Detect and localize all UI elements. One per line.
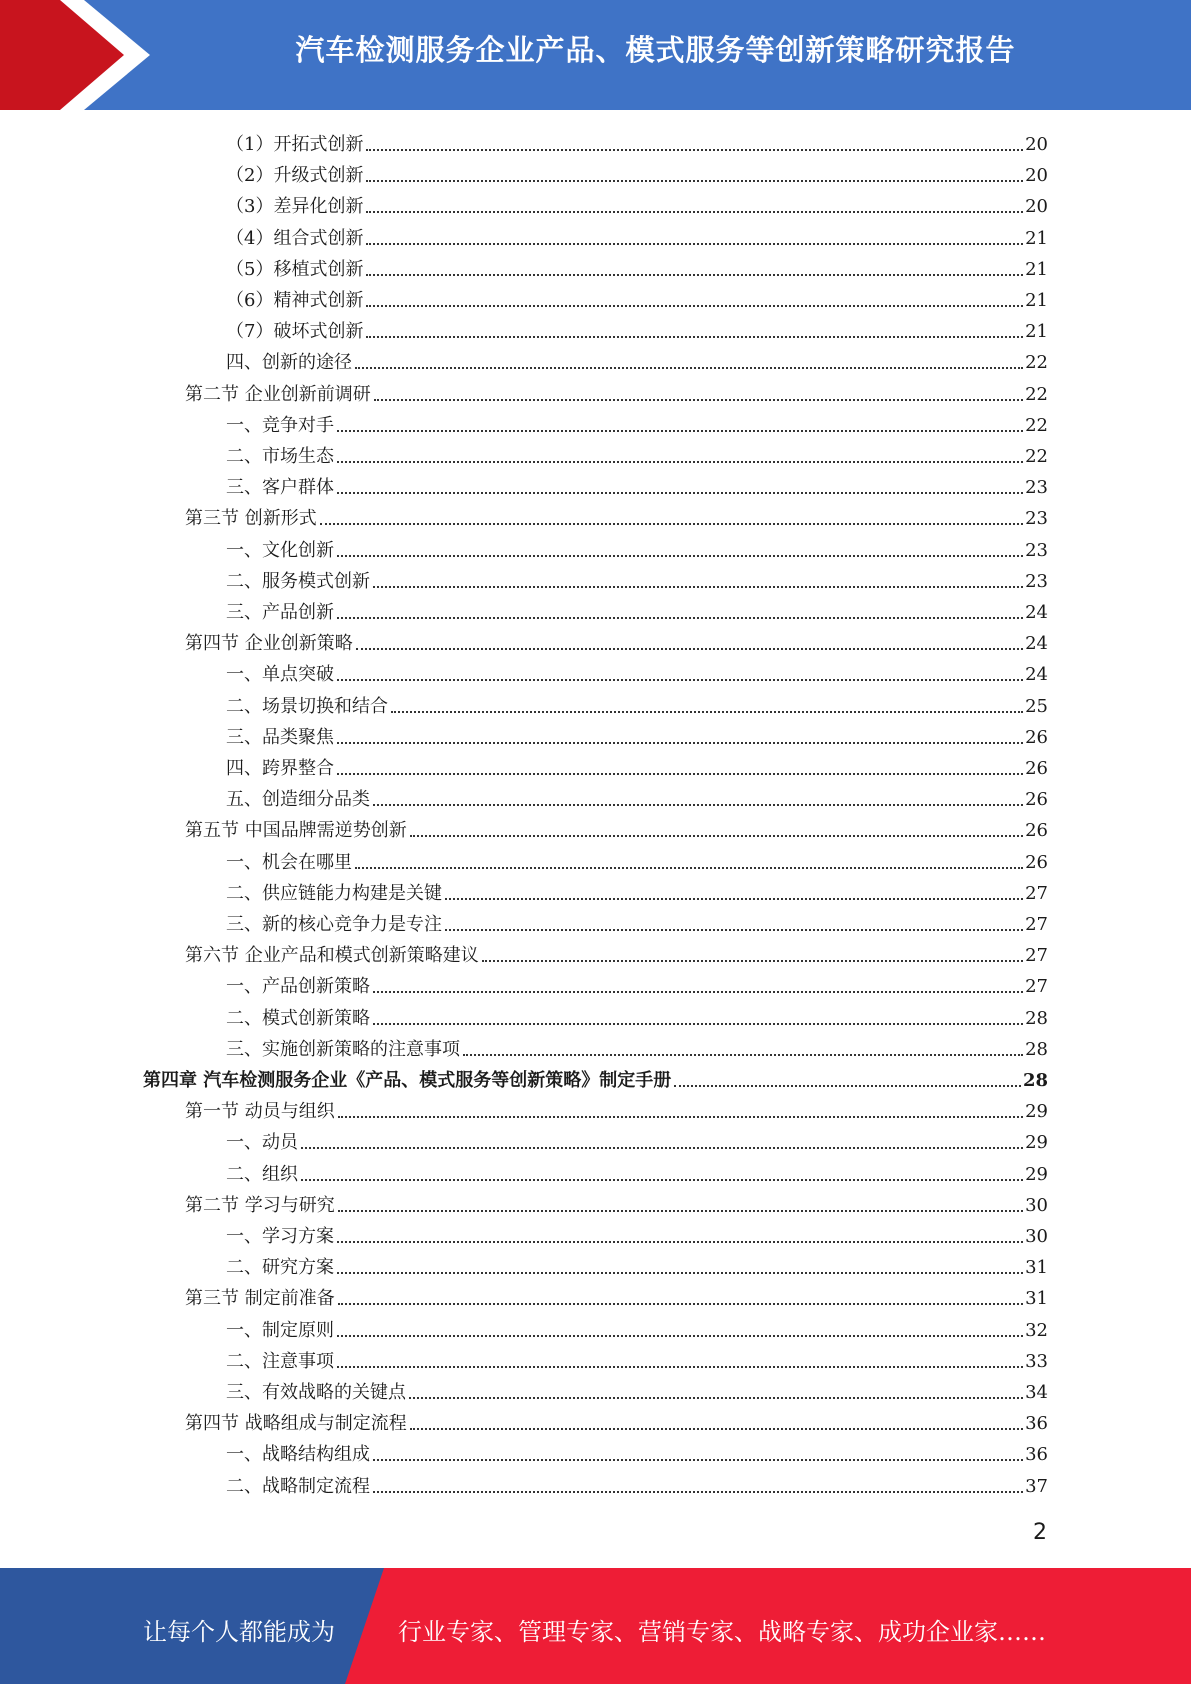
footer-slogan-right: 行业专家、管理专家、营销专家、战略专家、成功企业家……: [398, 1618, 1046, 1646]
toc-entry-page: 22: [1025, 383, 1048, 405]
toc-entry-label: 二、市场生态: [226, 446, 334, 467]
toc-entry-page: 25: [1025, 695, 1048, 717]
toc-entry-page: 20: [1025, 196, 1048, 218]
toc-entry-page: 36: [1025, 1413, 1048, 1435]
toc-entry-page: 29: [1025, 1132, 1048, 1154]
toc-entry-label: 一、机会在哪里: [226, 851, 352, 873]
toc-leader-dots: [337, 492, 1023, 494]
toc-entry-label: 第四节 战略组成与制定流程: [185, 1413, 407, 1435]
toc-subsection-entry[interactable]: [226, 1000, 1048, 1031]
toc-entry-page: 29: [1025, 1101, 1048, 1123]
toc-entry-label: 二、模式创新策略: [226, 1007, 370, 1029]
toc-entry-label: 四、创新的途径: [226, 352, 352, 374]
toc-section-entry[interactable]: [185, 1280, 1048, 1311]
toc-subsection-entry[interactable]: [226, 1343, 1048, 1374]
toc-entry-label: （4）组合式创新: [226, 227, 364, 249]
toc-subsection-entry[interactable]: [226, 469, 1048, 500]
toc-entry-label: 一、单点突破: [226, 664, 334, 686]
toc-leader-dots: [409, 1397, 1023, 1399]
toc-leader-dots: [391, 711, 1023, 713]
toc-entry-label: 二、组织: [226, 1163, 298, 1185]
toc-entry-page: 23: [1025, 477, 1048, 499]
toc-entry-label: 三、新的核心竞争力是专注: [226, 914, 442, 935]
toc-entry-page: 23: [1025, 508, 1048, 530]
toc-subsection-entry[interactable]: [226, 781, 1048, 812]
toc-subsection-entry[interactable]: [226, 1468, 1048, 1499]
toc-entry-page: 26: [1025, 851, 1048, 873]
toc-leader-dots: [366, 243, 1023, 245]
toc-leader-dots: [373, 1459, 1023, 1461]
toc-leader-dots: [373, 586, 1023, 588]
toc-subsection-entry[interactable]: [226, 157, 1048, 188]
toc-entry-page: 20: [1025, 165, 1048, 187]
toc-section-entry[interactable]: [185, 500, 1048, 531]
toc-entry-label: 三、客户群体: [226, 477, 334, 499]
toc-subsection-entry[interactable]: [226, 532, 1048, 563]
toc-leader-dots: [410, 835, 1023, 837]
toc-leader-dots: [337, 461, 1023, 463]
toc-entry-page: 28: [1025, 1007, 1048, 1029]
toc-entry-page: 26: [1025, 726, 1048, 748]
toc-leader-dots: [338, 1303, 1023, 1305]
toc-entry-page: 27: [1025, 882, 1048, 904]
toc-entry-page: 24: [1025, 633, 1048, 655]
toc-leader-dots: [337, 430, 1023, 432]
toc-subsection-entry[interactable]: [226, 188, 1048, 219]
toc-subsection-entry[interactable]: [226, 220, 1048, 251]
toc-subsection-entry[interactable]: [226, 1218, 1048, 1249]
toc-leader-dots: [337, 1241, 1023, 1243]
toc-entry-page: 37: [1025, 1475, 1048, 1497]
toc-entry-label: 一、战略结构组成: [226, 1444, 370, 1466]
toc-entry-label: 一、制定原则: [226, 1319, 334, 1341]
toc-section-entry[interactable]: [185, 1093, 1048, 1124]
toc-entry-label: （1）开拓式创新: [226, 134, 364, 155]
toc-subsection-entry[interactable]: [226, 906, 1048, 937]
toc-entry-page: 31: [1025, 1257, 1048, 1279]
toc-entry-page: 22: [1025, 352, 1048, 374]
toc-entry-label: （5）移植式创新: [226, 258, 364, 280]
toc-subsection-entry[interactable]: [226, 875, 1048, 906]
toc-section-entry[interactable]: [185, 376, 1048, 407]
toc-subsection-entry[interactable]: [226, 1249, 1048, 1280]
toc-leader-dots: [374, 399, 1023, 401]
toc-entry-label: 三、有效战略的关键点: [226, 1382, 406, 1403]
toc-entry-page: 26: [1025, 820, 1048, 842]
toc-leader-dots: [674, 1085, 1021, 1087]
toc-entry-label: 第六节 企业产品和模式创新策略建议: [185, 945, 479, 967]
toc-subsection-entry[interactable]: [226, 282, 1048, 313]
toc-entry-label: 三、产品创新: [226, 602, 334, 623]
toc-leader-dots: [366, 180, 1023, 182]
toc-entry-label: 第四章 汽车检测服务企业《产品、模式服务等创新策略》制定手册: [143, 1070, 672, 1091]
toc-entry-label: 五、创造细分品类: [226, 789, 370, 811]
toc-entry-page: 31: [1025, 1288, 1048, 1310]
toc-entry-label: 二、供应链能力构建是关键: [226, 882, 442, 904]
toc-leader-dots: [366, 274, 1023, 276]
toc-subsection-entry[interactable]: [226, 656, 1048, 687]
toc-entry-label: 第二节 学习与研究: [185, 1194, 335, 1216]
toc-entry-page: 26: [1025, 758, 1048, 779]
toc-subsection-entry[interactable]: [226, 1436, 1048, 1467]
toc-entry-label: 四、跨界整合: [226, 758, 334, 779]
page-number: 2: [1033, 1520, 1047, 1545]
toc-entry-label: 一、文化创新: [226, 539, 334, 561]
toc-subsection-entry[interactable]: [226, 719, 1048, 750]
toc-leader-dots: [338, 1116, 1023, 1118]
toc-subsection-entry[interactable]: [226, 438, 1048, 469]
toc-entry-label: 三、实施创新策略的注意事项: [226, 1038, 460, 1060]
toc-leader-dots: [355, 867, 1023, 869]
toc-subsection-entry[interactable]: [226, 750, 1048, 781]
toc-leader-dots: [373, 1491, 1023, 1493]
toc-entry-page: 22: [1025, 414, 1048, 436]
toc-entry-page: 27: [1025, 976, 1048, 998]
toc-entry-label: 第三节 创新形式: [185, 508, 317, 530]
toc-leader-dots: [373, 804, 1023, 806]
toc-entry-label: 第四节 企业创新策略: [185, 633, 353, 655]
toc-leader-dots: [337, 617, 1023, 619]
toc-entry-page: 32: [1025, 1319, 1048, 1341]
toc-leader-dots: [366, 336, 1023, 338]
toc-section-entry[interactable]: [185, 812, 1048, 843]
toc-entry-label: 二、战略制定流程: [226, 1475, 370, 1497]
toc-leader-dots: [320, 523, 1023, 525]
toc-entry-page: 28: [1025, 1038, 1048, 1060]
toc-entry-page: 27: [1025, 914, 1048, 935]
toc-subsection-entry[interactable]: [226, 594, 1048, 625]
toc-entry-page: 22: [1025, 446, 1048, 467]
toc-leader-dots: [337, 555, 1023, 557]
toc-subsection-entry[interactable]: [226, 563, 1048, 594]
toc-leader-dots: [445, 929, 1023, 931]
toc-entry-label: 三、品类聚焦: [226, 726, 334, 748]
toc-entry-page: 27: [1025, 945, 1048, 967]
toc-entry-label: 第一节 动员与组织: [185, 1101, 335, 1123]
toc-subsection-entry[interactable]: [226, 126, 1048, 157]
toc-entry-label: 一、竞争对手: [226, 414, 334, 436]
toc-subsection-entry[interactable]: [226, 1124, 1048, 1155]
toc-leader-dots: [301, 1147, 1023, 1149]
toc-entry-label: 二、研究方案: [226, 1257, 334, 1279]
header-title: 汽车检测服务企业产品、模式服务等创新策略研究报告: [295, 33, 1016, 67]
toc-entry-page: 24: [1025, 664, 1048, 686]
toc-entry-page: 30: [1025, 1226, 1048, 1247]
toc-leader-dots: [337, 679, 1023, 681]
toc-section-entry[interactable]: [185, 937, 1048, 968]
toc-entry-page: 36: [1025, 1444, 1048, 1466]
toc-leader-dots: [337, 773, 1023, 775]
toc-leader-dots: [463, 1054, 1023, 1056]
toc-leader-dots: [482, 960, 1023, 962]
toc-subsection-entry[interactable]: [226, 1031, 1048, 1062]
toc-subsection-entry[interactable]: [226, 407, 1048, 438]
footer-slogan-left: 让每个人都能成为: [143, 1618, 335, 1646]
toc-entry-page: 34: [1025, 1382, 1048, 1403]
toc-subsection-entry[interactable]: [226, 344, 1048, 375]
toc-subsection-entry[interactable]: [226, 251, 1048, 282]
toc-leader-dots: [366, 149, 1023, 151]
toc-entry-page: 21: [1025, 258, 1048, 280]
toc-entry-label: 二、注意事项: [226, 1350, 334, 1372]
toc-entry-label: 二、服务模式创新: [226, 570, 370, 592]
page-footer: [0, 1568, 1191, 1684]
toc-entry-label: （2）升级式创新: [226, 165, 364, 187]
toc-entry-label: 二、场景切换和结合: [226, 695, 388, 717]
toc-chapter-entry[interactable]: [143, 1062, 1048, 1093]
toc-entry-page: 26: [1025, 789, 1048, 811]
toc-entry-page: 21: [1025, 227, 1048, 249]
toc-leader-dots: [337, 1366, 1023, 1368]
toc-entry-page: 23: [1025, 570, 1048, 592]
toc-leader-dots: [356, 648, 1023, 650]
toc-entry-page: 21: [1025, 290, 1048, 311]
toc-subsection-entry[interactable]: [226, 968, 1048, 999]
toc-subsection-entry[interactable]: [226, 1312, 1048, 1343]
toc-entry-label: （6）精神式创新: [226, 290, 364, 311]
toc-leader-dots: [410, 1428, 1023, 1430]
toc-leader-dots: [301, 1179, 1023, 1181]
toc-entry-label: 一、动员: [226, 1132, 298, 1154]
toc-entry-page: 23: [1025, 539, 1048, 561]
toc-leader-dots: [337, 1272, 1023, 1274]
toc-subsection-entry[interactable]: [226, 1374, 1048, 1405]
toc-leader-dots: [445, 898, 1023, 900]
toc-entry-label: （3）差异化创新: [226, 196, 364, 218]
toc-entry-label: 第五节 中国品牌需逆势创新: [185, 820, 407, 842]
toc-leader-dots: [355, 367, 1023, 369]
toc-section-entry[interactable]: [185, 1405, 1048, 1436]
toc-subsection-entry[interactable]: [226, 844, 1048, 875]
toc-entry-label: （7）破坏式创新: [226, 321, 364, 343]
toc-section-entry[interactable]: [185, 1187, 1048, 1218]
toc-entry-page: 33: [1025, 1350, 1048, 1372]
toc-entry-label: 第三节 制定前准备: [185, 1288, 335, 1310]
toc-entry-page: 30: [1025, 1194, 1048, 1216]
toc-subsection-entry[interactable]: [226, 313, 1048, 344]
toc-entry-page: 29: [1025, 1163, 1048, 1185]
toc-leader-dots: [337, 1335, 1023, 1337]
toc-entry-label: 一、学习方案: [226, 1226, 334, 1247]
toc-entry-page: 24: [1025, 602, 1048, 623]
toc-leader-dots: [373, 1023, 1023, 1025]
toc-section-entry[interactable]: [185, 625, 1048, 656]
toc-leader-dots: [337, 742, 1023, 744]
toc-subsection-entry[interactable]: [226, 688, 1048, 719]
toc-leader-dots: [373, 991, 1023, 993]
toc-entry-label: 第二节 企业创新前调研: [185, 383, 371, 405]
toc-leader-dots: [366, 211, 1023, 213]
toc-entry-page: 28: [1022, 1070, 1048, 1091]
page-header: [0, 0, 1191, 110]
toc-leader-dots: [366, 305, 1023, 307]
toc-subsection-entry[interactable]: [226, 1156, 1048, 1187]
toc-entry-page: 20: [1025, 134, 1048, 155]
toc-leader-dots: [338, 1210, 1023, 1212]
toc-entry-label: 一、产品创新策略: [226, 976, 370, 998]
toc-entry-page: 21: [1025, 321, 1048, 343]
